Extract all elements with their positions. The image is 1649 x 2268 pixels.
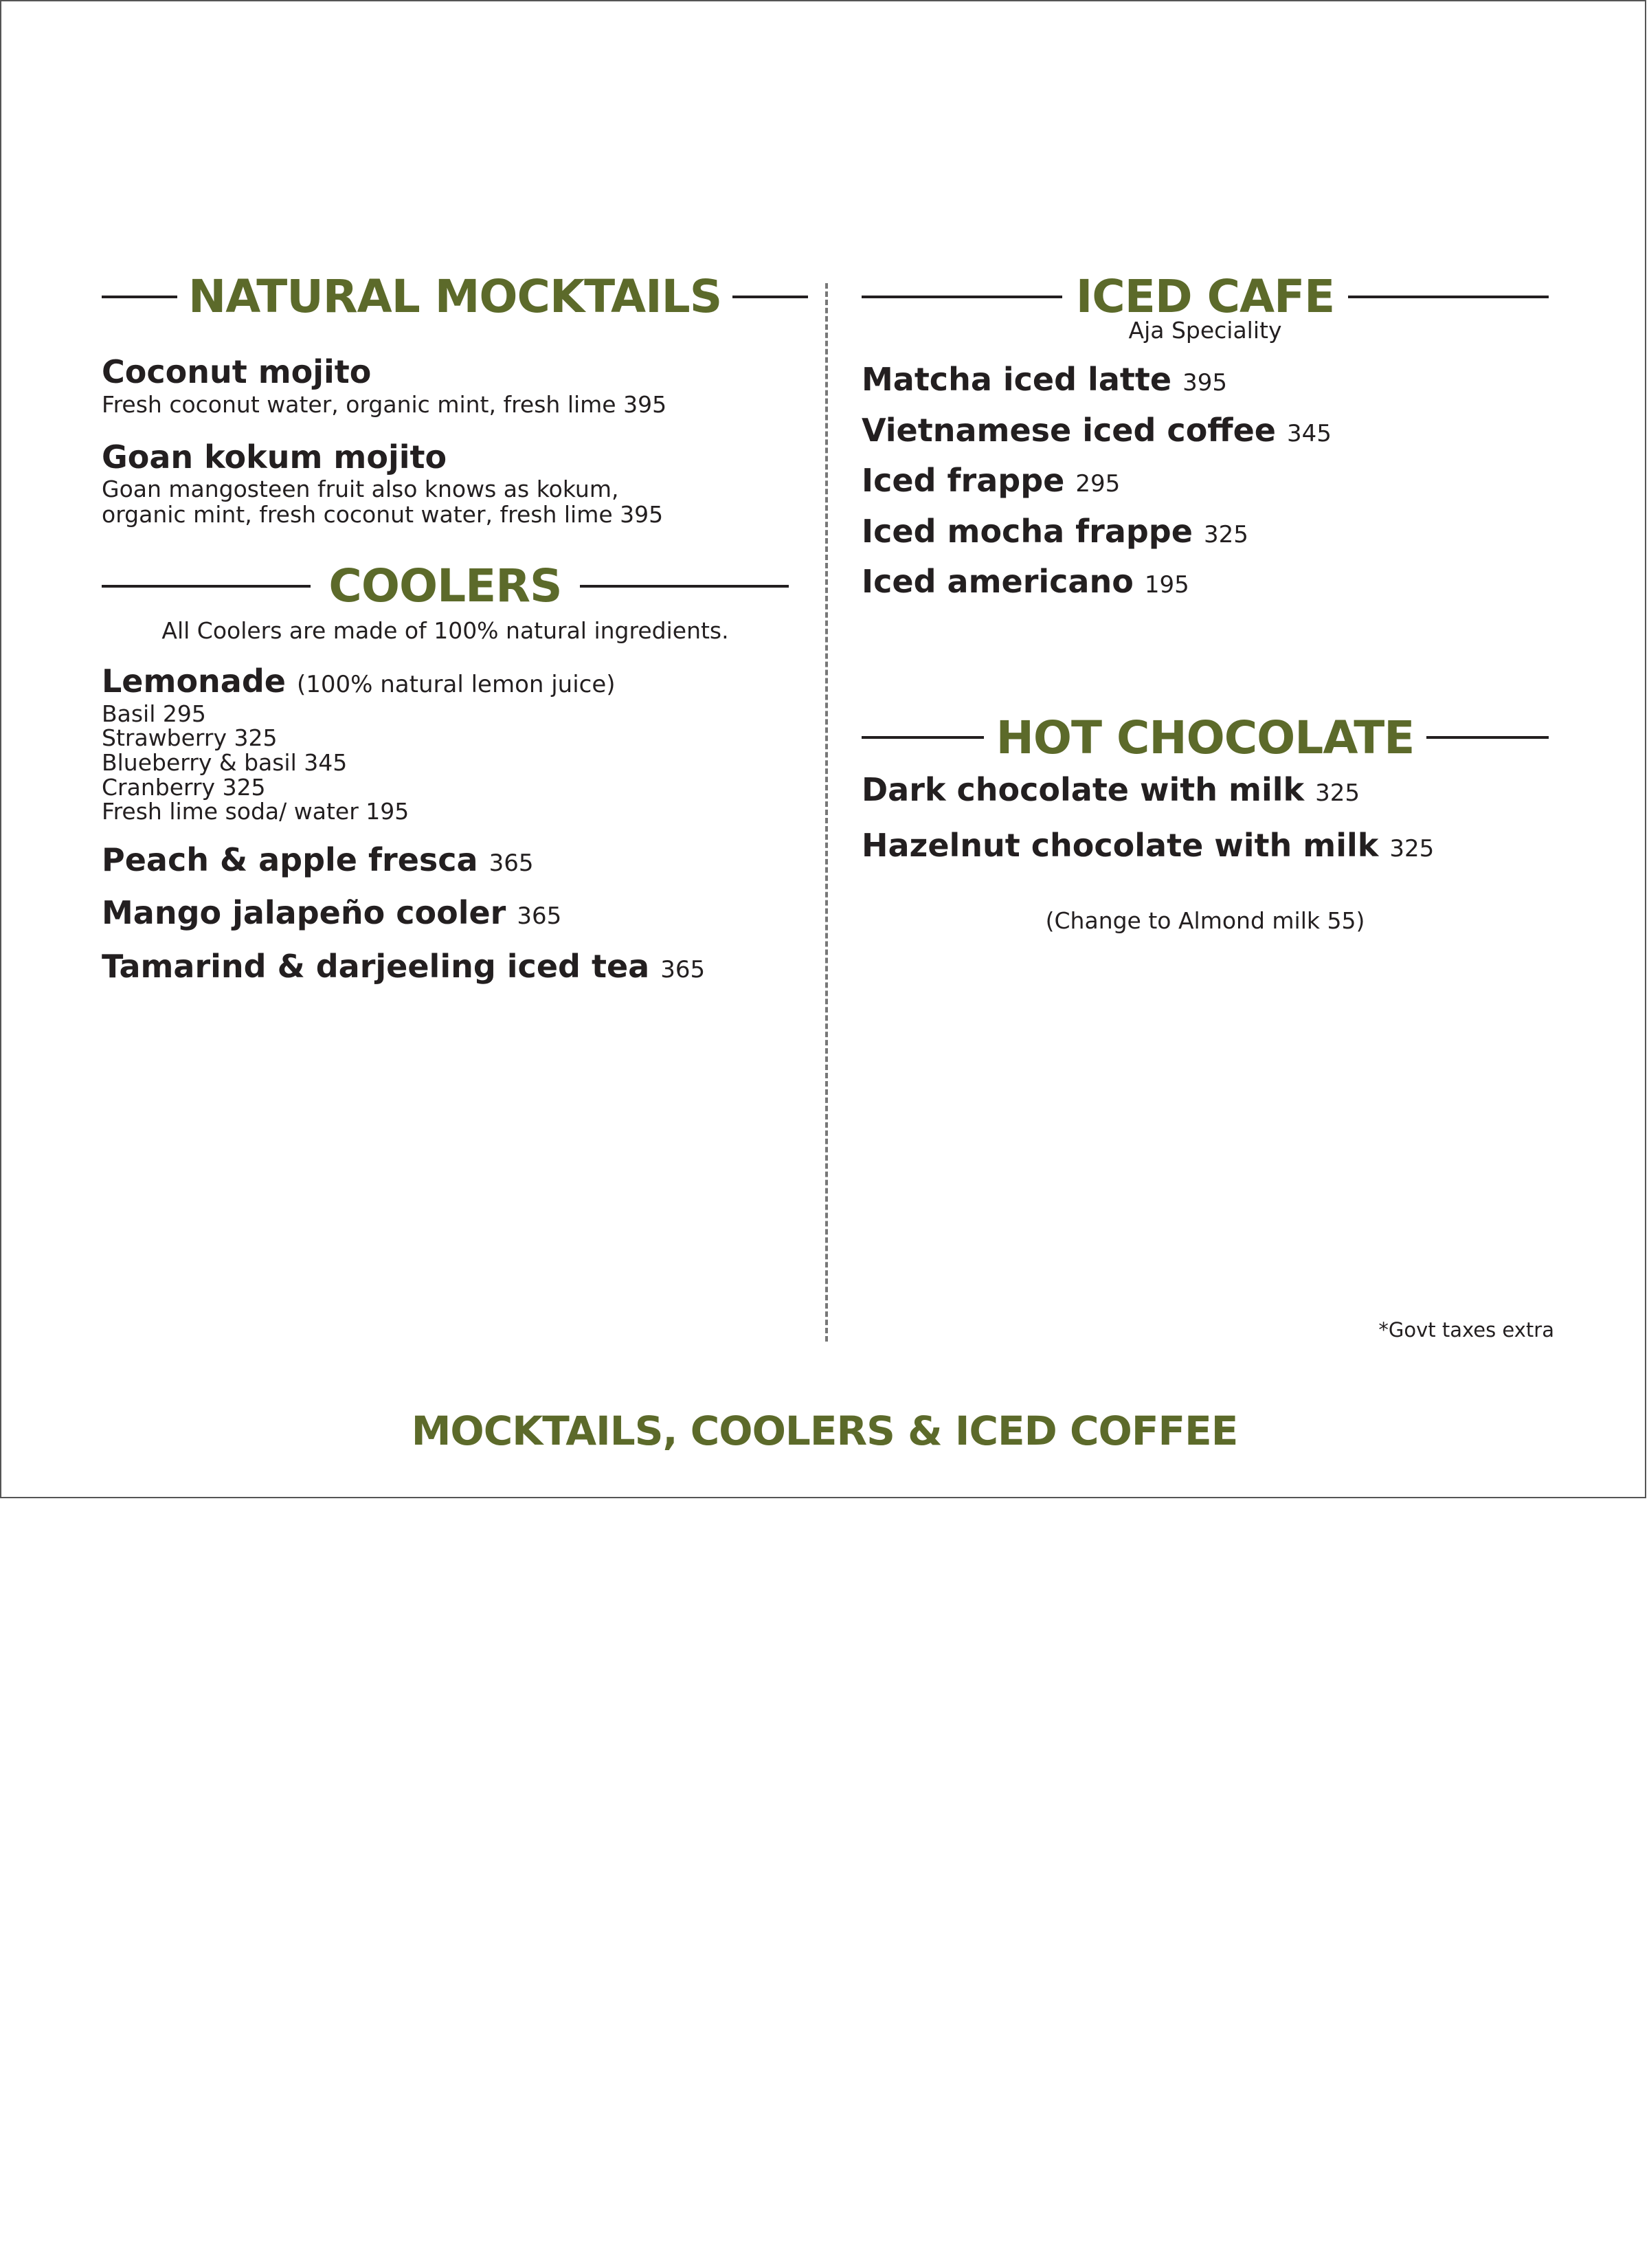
header-rule — [1348, 296, 1549, 298]
left-column — [102, 269, 789, 986]
lemonade-variant: Cranberry 325 — [102, 773, 266, 801]
iced-cafe-header — [862, 269, 1549, 324]
mocktails-title: NATURAL MOCKTAILS — [188, 270, 722, 323]
menu-item — [862, 770, 1549, 810]
coolers-note: All Coolers are made of 100% natural ingredients. — [161, 617, 729, 645]
item-price: 395 — [1182, 369, 1227, 397]
item-price: 365 — [489, 849, 534, 877]
item-price: 195 — [1144, 571, 1189, 599]
lemonade-name: Lemonade — [102, 663, 286, 700]
item-name: Iced frappe — [862, 462, 1065, 500]
coolers-header — [102, 559, 789, 613]
item-description: organic mint, fresh coconut water, fresh lime 395 — [102, 500, 664, 528]
menu-item — [862, 562, 1549, 602]
lemonade-variant: Fresh lime soda/ water 195 — [102, 798, 410, 825]
taxes-note: *Govt taxes extra — [1378, 1318, 1554, 1342]
almond-milk-note: (Change to Almond milk 55) — [1045, 907, 1365, 934]
menu-item — [862, 411, 1549, 451]
header-rule — [732, 296, 808, 298]
item-name: Iced americano — [862, 563, 1134, 601]
item-price: 345 — [1286, 419, 1332, 447]
item-price: 325 — [1315, 779, 1360, 807]
item-price: 295 — [1075, 470, 1121, 498]
coolers-title: COOLERS — [328, 559, 562, 613]
menu-item — [862, 360, 1549, 400]
header-rule — [102, 585, 311, 588]
item-name: Goan kokum mojito — [102, 438, 447, 476]
menu-item — [862, 461, 1549, 501]
lemonade-item — [102, 662, 789, 824]
header-rule — [862, 296, 1062, 298]
item-name: Mango jalapeño cooler — [102, 894, 506, 932]
lemonade-variant: Blueberry & basil 345 — [102, 749, 348, 777]
item-name: Dark chocolate with milk — [862, 770, 1305, 808]
column-divider — [825, 283, 828, 1342]
item-price: 325 — [1389, 835, 1435, 863]
lemonade-variant: Basil 295 — [102, 700, 206, 727]
right-column — [862, 269, 1549, 934]
header-rule — [102, 296, 177, 298]
item-name: Coconut mojito — [102, 353, 372, 391]
iced-cafe-subtitle: Aja Speciality — [1128, 317, 1282, 344]
menu-item — [102, 438, 789, 527]
mocktails-header — [102, 269, 789, 324]
menu-item — [102, 947, 789, 987]
menu-item — [102, 353, 789, 417]
item-price: 325 — [1203, 520, 1248, 548]
iced-cafe-title: ICED CAFE — [1075, 270, 1335, 323]
header-rule — [862, 736, 984, 739]
item-price: 365 — [517, 902, 562, 931]
menu-item — [102, 893, 789, 933]
hot-chocolate-title: HOT CHOCOLATE — [996, 711, 1415, 764]
footer-title: MOCKTAILS, COOLERS & ICED COFFEE — [411, 1408, 1238, 1454]
menu-item — [102, 841, 789, 880]
item-price: 365 — [660, 955, 706, 983]
item-name: Tamarind & darjeeling iced tea — [102, 947, 650, 985]
menu-item — [862, 826, 1549, 866]
lemonade-variant: Strawberry 325 — [102, 724, 278, 752]
item-description: Goan mangosteen fruit also knows as kokum, — [102, 476, 619, 503]
hot-chocolate-header — [862, 711, 1549, 765]
header-rule — [580, 585, 789, 588]
item-name: Iced mocha frappe — [862, 512, 1193, 550]
item-name — [102, 662, 789, 702]
item-name: Vietnamese iced coffee — [862, 411, 1276, 449]
header-rule — [1426, 736, 1549, 739]
item-name: Peach & apple fresca — [102, 841, 478, 878]
item-name: Matcha iced latte — [862, 361, 1172, 399]
item-description: Fresh coconut water, organic mint, fresh lime 395 — [102, 390, 667, 418]
lemonade-note: (100% natural lemon juice) — [296, 671, 616, 699]
item-name: Hazelnut chocolate with milk — [862, 827, 1379, 865]
menu-item — [862, 512, 1549, 552]
